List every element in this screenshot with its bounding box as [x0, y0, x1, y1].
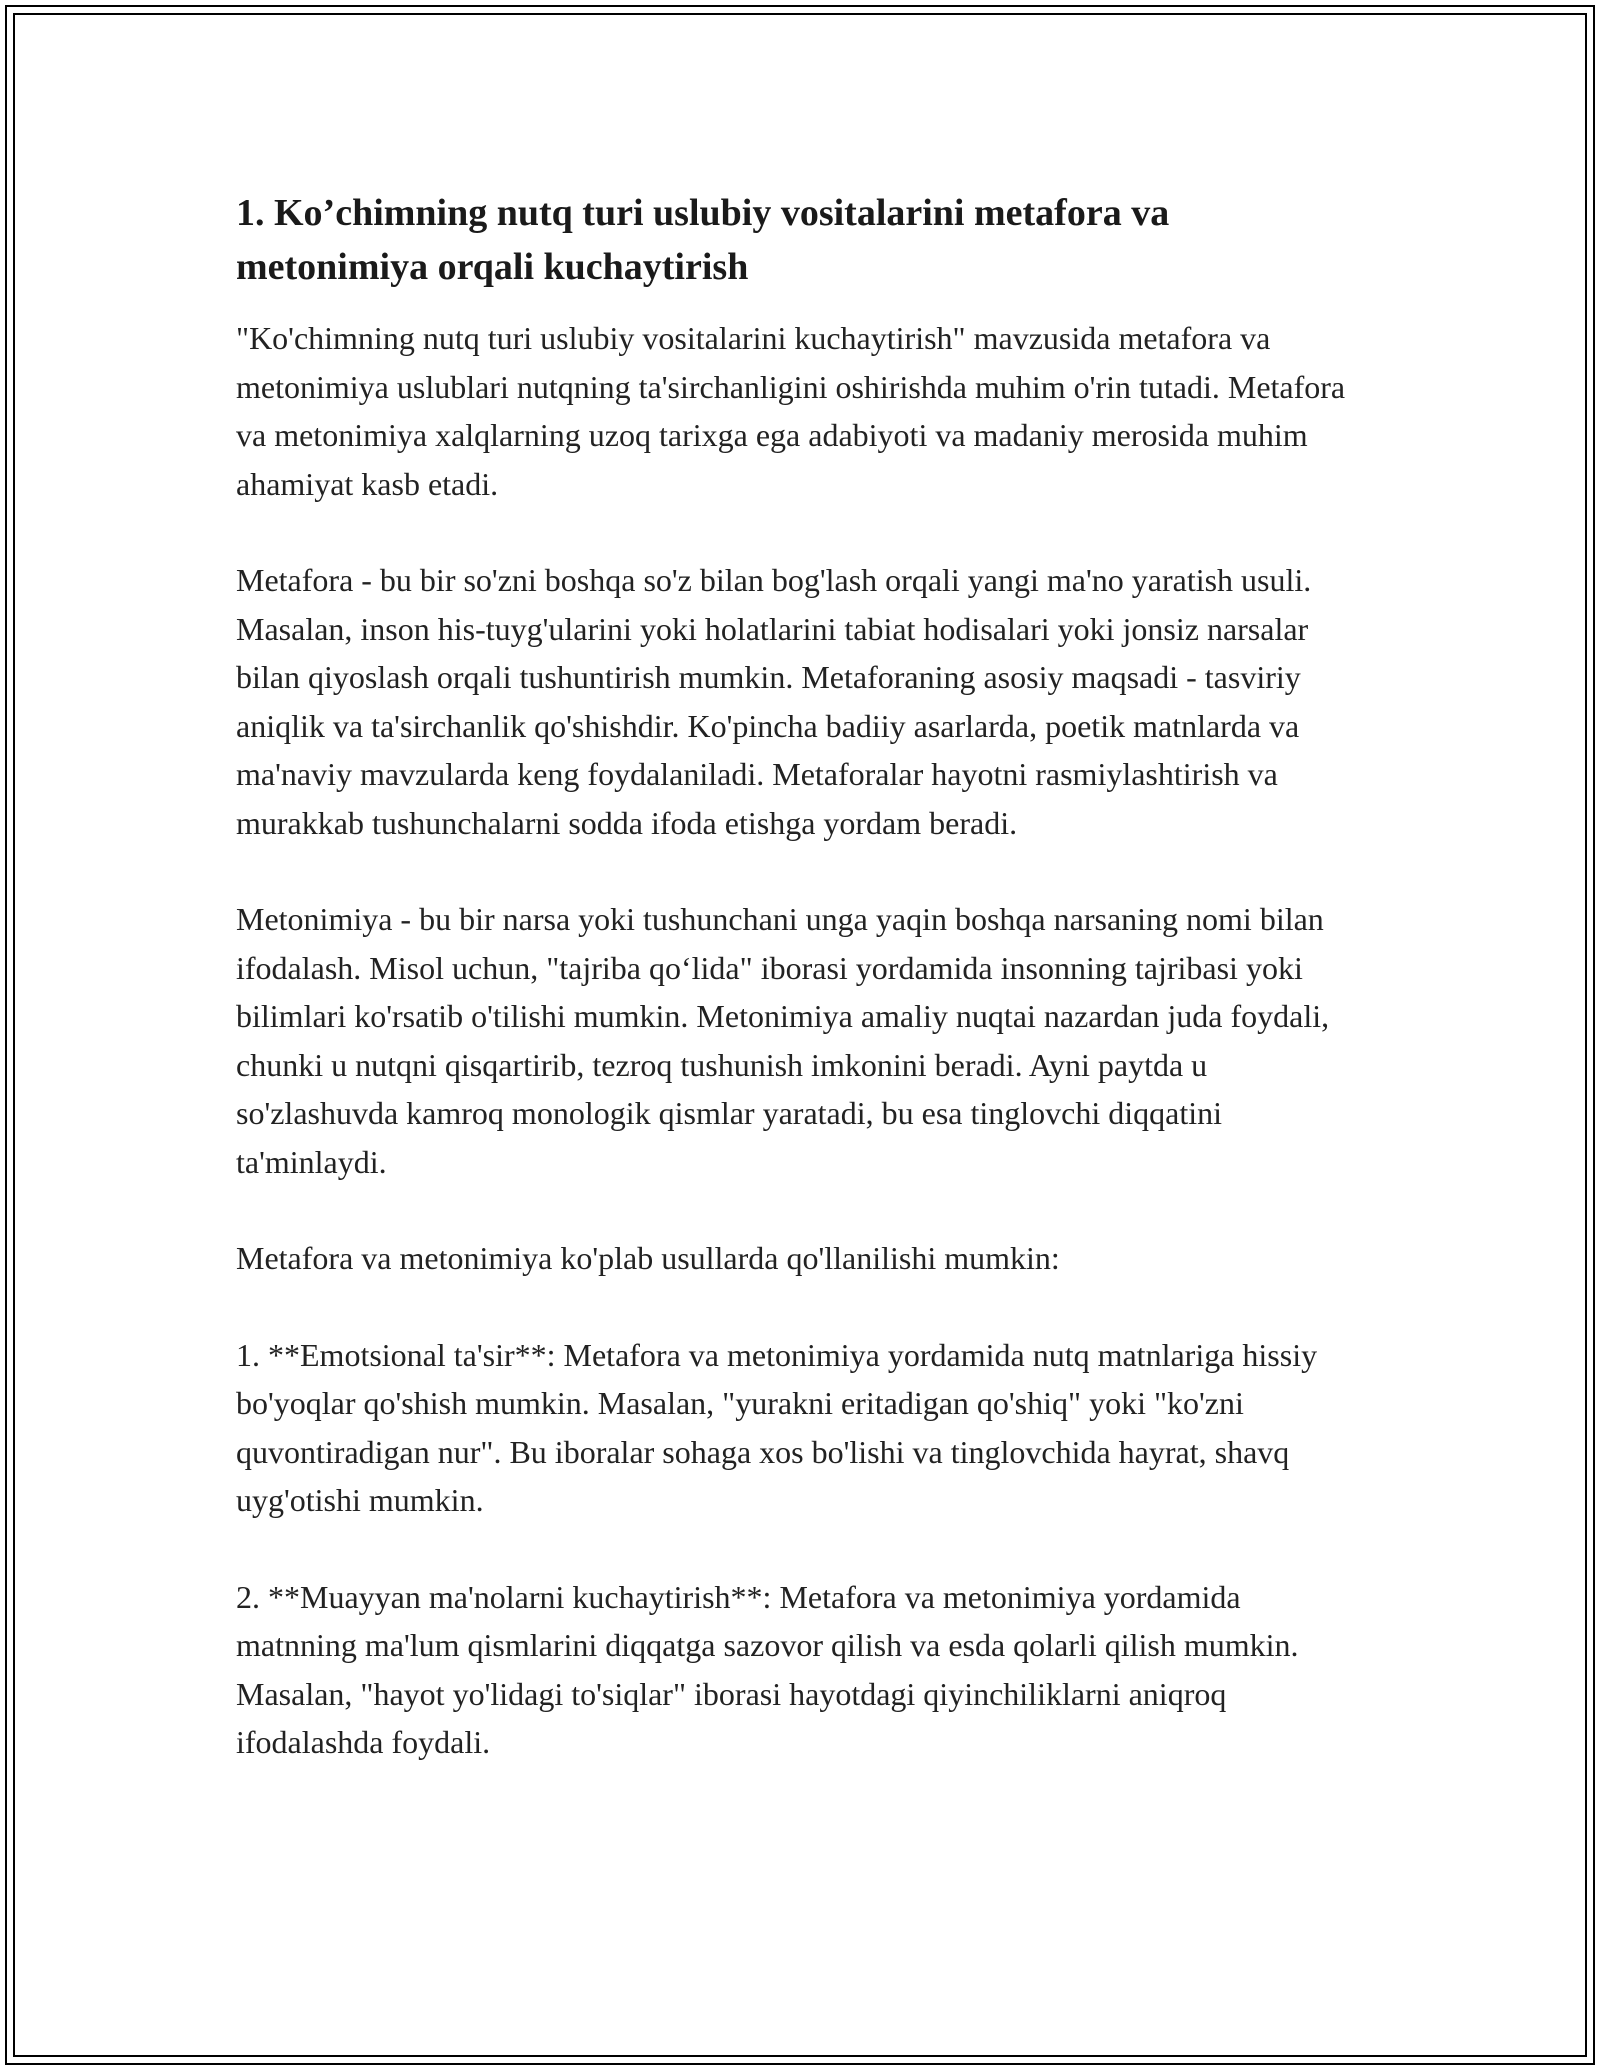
document-body	[236, 186, 1366, 1815]
document-title: 1. Ko’chimning nutq turi uslubiy vositalarini metafora va metonimiya orqali kuchaytirish	[236, 192, 1170, 288]
paragraph-list-item-2: 2. **Muayyan ma'nolarni kuchaytirish**: Metafora va metonimiya yordamida matnning ma'lum qismlarini diqqatga sazovor qilish va esda qolarli qilish mumkin. Masalan, "hayot yo'lidagi to'siqlar" iborasi hayotdagi qiyinchiliklarni aniqroq ifodalashda foydali.	[236, 1578, 1299, 1760]
paragraph-list-item-1: 1. **Emotsional ta'sir**: Metafora va metonimiya yordamida nutq matnlariga hissiy bo'yoqlar qo'shish mumkin. Masalan, "yurakni eritadigan qo'shiq" yoki "ko'zni quvontiradigan nur". Bu iboralar sohaga xos bo'lishi va tinglovchida hayrat, shavq uyg'otishi mumkin.	[236, 1336, 1318, 1518]
paragraph-intro: "Ko'chimning nutq turi uslubiy vositalarini kuchaytirish" mavzusida metafora va metonimiya uslublari nutqning ta'sirchanligini oshirishda muhim o'rin tutadi. Metafora va metonimiya xalqlarning uzoq tarixga ega adabiyoti va madaniy merosida muhim ahamiyat kasb etadi.	[236, 320, 1346, 502]
paragraph-metafora: Metafora - bu bir so'zni boshqa so'z bilan bog'lash orqali yangi ma'no yaratish usuli. Masalan, inson his-tuyg'ularini yoki holatlarini tabiat hodisalari yoki jonsiz narsalar bilan qiyoslash orqali tushuntirish mumkin. Metaforaning asosiy maqsadi - tasviriy aniqlik va ta'sirchanlik qo'shishdir. Ko'pincha badiiy asarlarda, poetik matnlarda va ma'naviy mavzularda keng foydalaniladi. Metaforalar hayotni rasmiylashtirish va murakkab tushunchalarni sodda ifoda etishga yordam beradi.	[236, 562, 1312, 841]
paragraph-usage-intro: Metafora va metonimiya ko'plab usullarda qo'llanilishi mumkin:	[236, 1240, 1060, 1276]
paragraph-metonimiya: Metonimiya - bu bir narsa yoki tushunchani unga yaqin boshqa narsaning nomi bilan ifodalash. Misol uchun, "tajriba qo‘lida" iborasi yordamida insonning tajribasi yoki bilimlari ko'rsatib o'tilishi mumkin. Metonimiya amaliy nuqtai nazardan juda foydali, chunki u nutqni qisqartirib, tezroq tushunish imkonini beradi. Ayni paytda u so'zlashuvda kamroq monologik qismlar yaratadi, bu esa tinglovchi diqqatini ta'minlaydi.	[236, 901, 1330, 1180]
